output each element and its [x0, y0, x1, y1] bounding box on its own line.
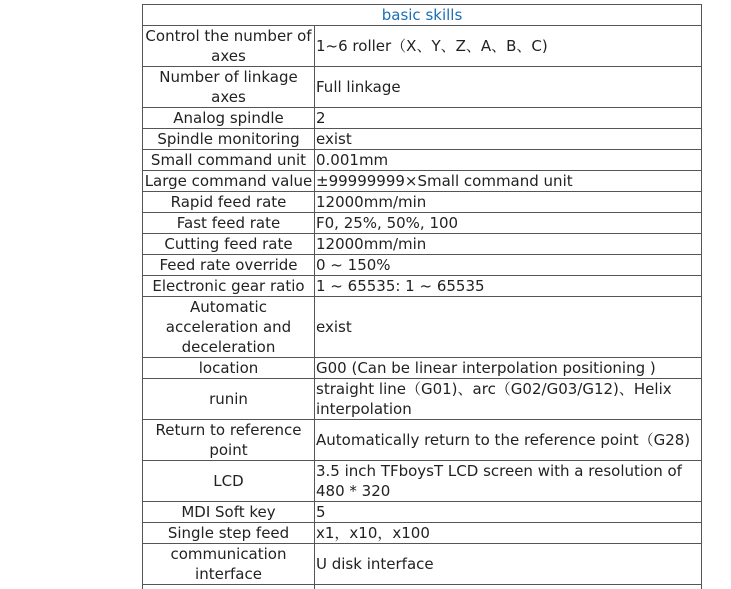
spec-value: [315, 585, 702, 589]
table-row: [143, 420, 702, 461]
table-row: [143, 129, 702, 150]
spec-value: 1 ~ 65535: 1 ~ 65535: [315, 276, 702, 297]
table-row-cutoff: [143, 585, 702, 589]
table-row: [143, 213, 702, 234]
table-row: [143, 234, 702, 255]
spec-value: straight line（G01)、arc（G02/G03/G12)、Helix interpolation: [315, 379, 702, 420]
table-row: [143, 150, 702, 171]
spec-label: Feed rate override: [143, 255, 315, 276]
spec-label: Spindle monitoring: [143, 129, 315, 150]
spec-label: Number of linkage axes: [143, 67, 315, 108]
table-row: [143, 502, 702, 523]
spec-value: 5: [315, 502, 702, 523]
spec-value: exist: [315, 129, 702, 150]
spec-value: exist: [315, 297, 702, 358]
spec-label: Single step feed: [143, 523, 315, 544]
table-row: [143, 461, 702, 502]
spec-label: Analog spindle: [143, 108, 315, 129]
spec-value: 0 ~ 150%: [315, 255, 702, 276]
spec-label: Small command unit: [143, 150, 315, 171]
table-row: [143, 26, 702, 67]
spec-value: U disk interface: [315, 544, 702, 585]
spec-label: [143, 585, 315, 589]
spec-label: Fast feed rate: [143, 213, 315, 234]
spec-value: Automatically return to the reference point（G28): [315, 420, 702, 461]
table-row: [143, 358, 702, 379]
spec-value: 12000mm/min: [315, 234, 702, 255]
spec-value: 3.5 inch TFboysT LCD screen with a resolution of 480 * 320: [315, 461, 702, 502]
spec-table: [142, 4, 702, 589]
table-row: [143, 297, 702, 358]
spec-label: Automatic acceleration and deceleration: [143, 297, 315, 358]
spec-label: Large command value: [143, 171, 315, 192]
spec-value: 2: [315, 108, 702, 129]
spec-value: F0, 25%, 50%, 100: [315, 213, 702, 234]
spec-label: LCD: [143, 461, 315, 502]
table-header-row: [143, 5, 702, 26]
table-row: [143, 276, 702, 297]
spec-value: Full linkage: [315, 67, 702, 108]
spec-value: 12000mm/min: [315, 192, 702, 213]
spec-label: location: [143, 358, 315, 379]
spec-value: G00 (Can be linear interpolation positioning ): [315, 358, 702, 379]
spec-value: ±99999999×Small command unit: [315, 171, 702, 192]
table-row: [143, 171, 702, 192]
spec-label: Cutting feed rate: [143, 234, 315, 255]
spec-value: x1，x10，x100: [315, 523, 702, 544]
table-title: basic skills: [143, 5, 702, 26]
spec-value: 1~6 roller（X、Y、Z、A、B、C): [315, 26, 702, 67]
spec-label: MDI Soft key: [143, 502, 315, 523]
spec-label: runin: [143, 379, 315, 420]
table-row: [143, 523, 702, 544]
spec-label: Rapid feed rate: [143, 192, 315, 213]
spec-label: Electronic gear ratio: [143, 276, 315, 297]
table-row: [143, 379, 702, 420]
table-row: [143, 108, 702, 129]
spec-label: Control the number of axes: [143, 26, 315, 67]
spec-value: 0.001mm: [315, 150, 702, 171]
table-row: [143, 544, 702, 585]
table-row: [143, 192, 702, 213]
spec-label: Return to reference point: [143, 420, 315, 461]
table-row: [143, 255, 702, 276]
spec-table-body: [143, 5, 702, 589]
spec-label: communication interface: [143, 544, 315, 585]
table-row: [143, 67, 702, 108]
